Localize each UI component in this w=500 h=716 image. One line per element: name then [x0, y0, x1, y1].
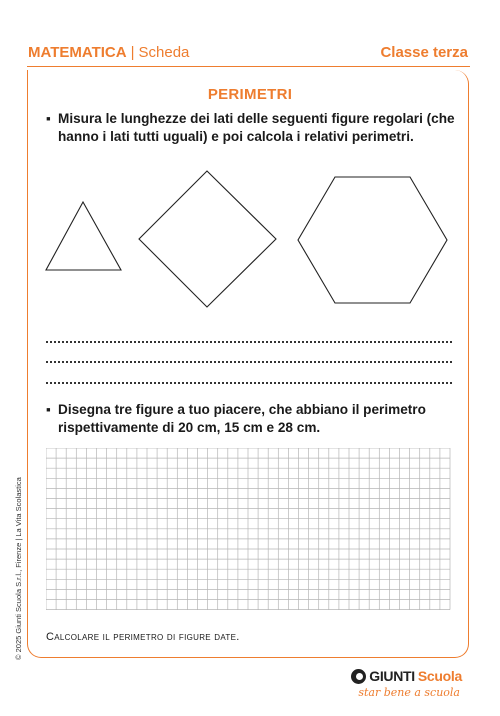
answer-line-2[interactable]	[46, 361, 452, 363]
header-separator: |	[130, 44, 135, 61]
hexagon-shape	[298, 177, 447, 303]
bullet-icon: ▪	[46, 111, 51, 126]
header-subject: MATEMATICA	[28, 44, 127, 61]
answer-line-3[interactable]	[46, 382, 452, 384]
bullet-icon: ▪	[46, 402, 51, 417]
exercise-1-text: Misura le lunghezze dei lati delle seguenti figure regolari (che hanno i lati tutti uguali) e poi calcola i relativi perimetri.	[58, 111, 455, 144]
exercise-2-text: Disegna tre figure a tuo piacere, che abbiano il perimetro rispettivamente di 20 cm, 15 cm e 28 cm.	[58, 402, 426, 435]
giunti-scuola-logo	[351, 668, 462, 684]
copyright-credit: © 2025 Giunti Scuola S.r.l., Firenze | La Vita Scolastica	[14, 477, 23, 660]
answer-line-1[interactable]	[46, 341, 452, 343]
header-grade: Classe terza	[380, 44, 468, 61]
exercise-2-instruction	[46, 401, 466, 437]
logo-brand-color: Scuola	[417, 668, 462, 684]
giunti-logo-icon	[351, 669, 366, 684]
worksheet-title: PERIMETRI	[207, 86, 293, 103]
drawing-grid[interactable]	[46, 448, 454, 618]
logo-tagline: star bene a scuola	[358, 686, 460, 699]
square-shape	[139, 171, 276, 307]
learning-objective: Calcolare il perimetro di figure date.	[46, 631, 240, 643]
logo-brand-bold: GIUNTI	[369, 668, 415, 684]
triangle-shape	[46, 202, 121, 270]
header-type: Scheda	[138, 44, 190, 61]
